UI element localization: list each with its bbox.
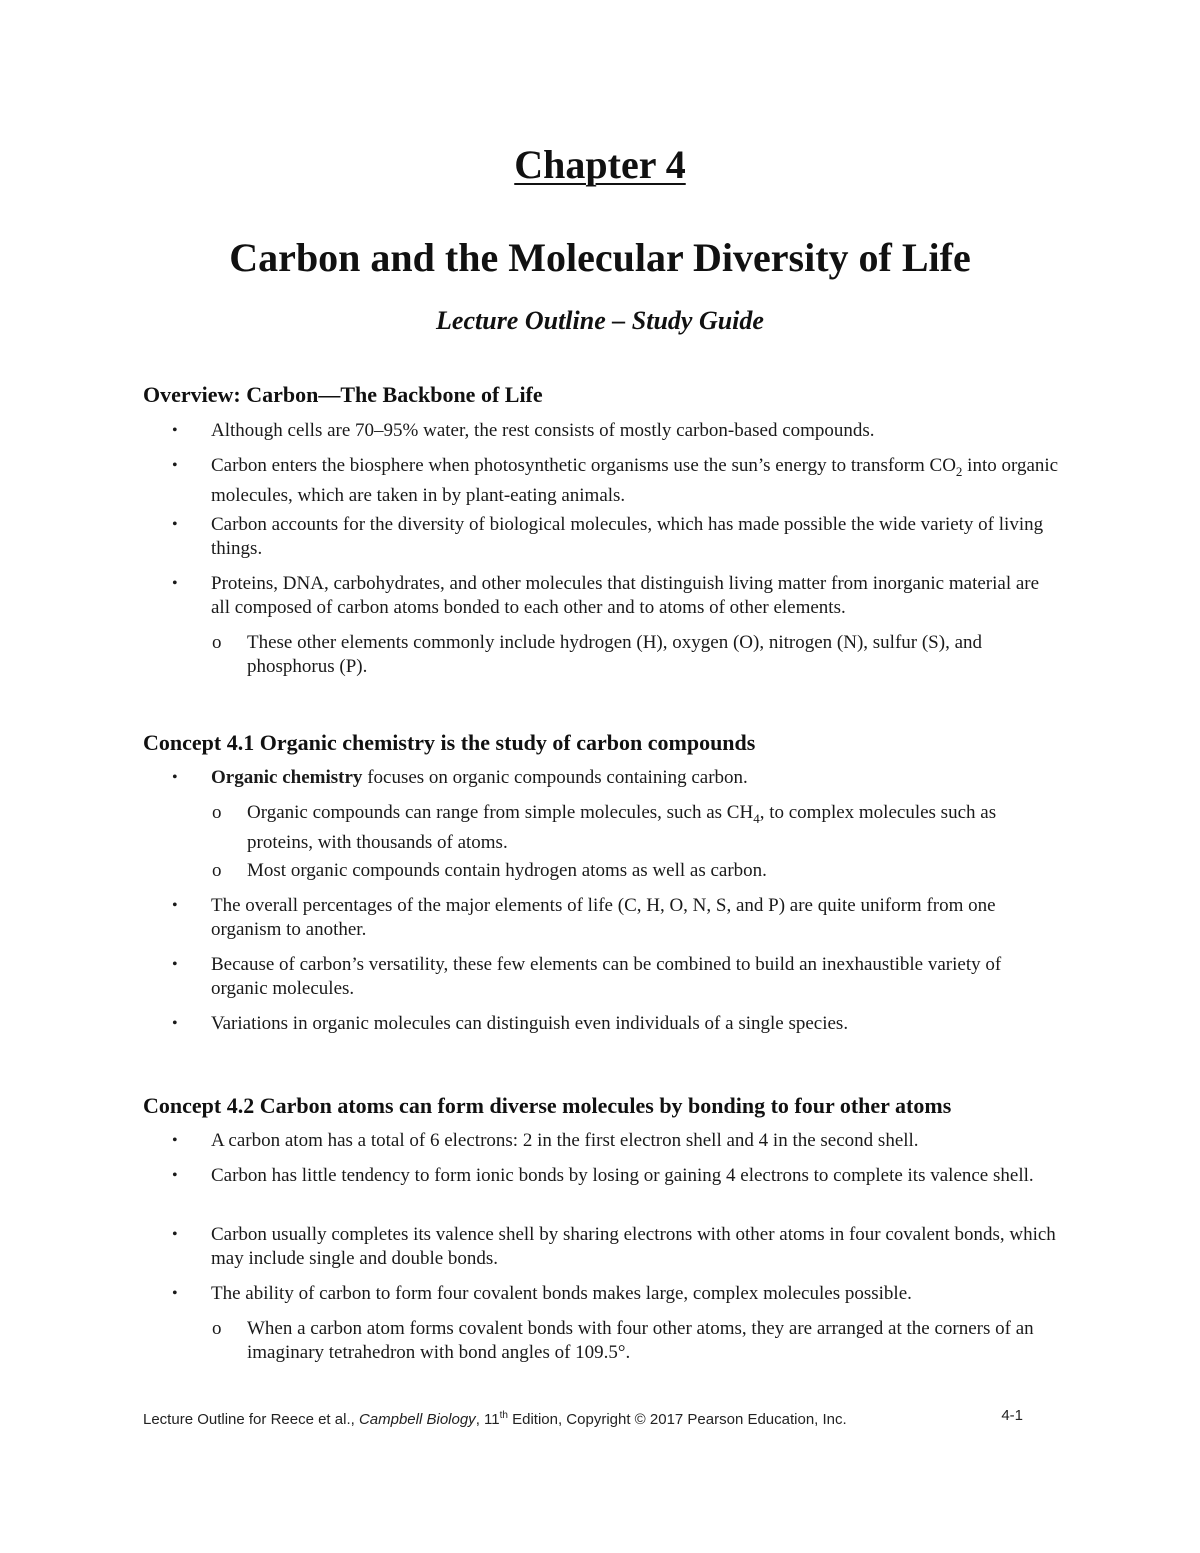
concept-4-1-heading: Concept 4.1 Organic chemistry is the study of carbon compounds [143,730,756,755]
bullet-text: Organic chemistry focuses on organic compounds containing carbon. [211,767,748,788]
page-footer [143,1406,1023,1430]
sub-bullet-marker: o [212,632,222,653]
sub-bullet-text: Most organic compounds contain hydrogen atoms as well as carbon. [247,860,767,881]
bullet-text: Because of carbon’s versatility, these few elements can be combined to build an inexhaustible variety of organic molecules. [211,954,1002,999]
page-number: 4-1 [1001,1407,1023,1424]
bullet-text: Variations in organic molecules can distinguish even individuals of a single species. [211,1013,849,1034]
bullet-text: Carbon has little tendency to form ionic bonds by losing or gaining 4 electrons to complete its valence shell. [211,1165,1034,1186]
sub-bullet-text: When a carbon atom forms covalent bonds with four other atoms, they are arranged at the corners of an imaginary tetrahedron with bond angles of 109.5°. [247,1318,1034,1363]
bullet-marker: • [172,516,178,533]
term-organic-chemistry: Organic chemistry [211,767,363,788]
bullet-text: Carbon usually completes its valence shell by sharing electrons with other atoms in four covalent bonds, which may include single and double bonds. [211,1224,1056,1269]
bullet-marker: • [172,897,178,914]
sub-bullet-text: These other elements commonly include hydrogen (H), oxygen (O), nitrogen (N), sulfur (S), and phosphorus (P). [247,632,982,677]
bullet-marker: • [172,1132,178,1149]
concept-4-2-heading: Concept 4.2 Carbon atoms can form diverse molecules by bonding to four other atoms [143,1093,952,1118]
bullet-text: The ability of carbon to form four covalent bonds makes large, complex molecules possible. [211,1283,912,1304]
overview-heading: Overview: Carbon—The Backbone of Life [143,382,543,407]
bullet-marker: • [172,457,178,474]
bullet-marker: • [172,769,178,786]
bullet-marker: • [172,1167,178,1184]
bullet-text: A carbon atom has a total of 6 electrons: 2 in the first electron shell and 4 in the second shell. [211,1130,919,1151]
bullet-text: Although cells are 70–95% water, the rest consists of mostly carbon-based compounds. [211,420,875,441]
chapter-subtitle: Lecture Outline – Study Guide [436,306,764,335]
chapter-title: Carbon and the Molecular Diversity of Life [229,235,971,280]
footer-citation: Lecture Outline for Reece et al., Campbell Biology, 11th Edition, Copyright © 2017 Pearson Education, Inc. [143,1410,847,1428]
sub-bullet-marker: o [212,860,222,881]
sub-bullet-text: Organic compounds can range from simple molecules, such as $CH_4$, to complex molecules such as proteins, with thousands of atoms. [247,802,997,853]
bullet-marker: • [172,1285,178,1302]
bullet-text: Carbon enters the biosphere when photosynthetic organisms use the sun’s energy to transform $CO_2$ into organic molecules, which are taken in by plant-eating animals. [211,455,1059,506]
sub-bullet-marker: o [212,802,222,823]
bullet-text: The overall percentages of the major elements of life (C, H, O, N, S, and P) are quite uniform from one organism to another. [211,895,996,940]
bullet-marker: • [172,1226,178,1243]
sub-bullet-marker: o [212,1318,222,1339]
bullet-text: Carbon accounts for the diversity of biological molecules, which has made possible the wide variety of living things. [211,514,1044,559]
chapter-label: Chapter 4 [514,142,686,187]
bullet-text: Proteins, DNA, carbohydrates, and other molecules that distinguish living matter from inorganic material are all composed of carbon atoms bonded to each other and to atoms of other elements. [211,573,1040,618]
bullet-marker: • [172,422,178,439]
bullet-marker: • [172,1015,178,1032]
bullet-marker: • [172,575,178,592]
bullet-marker: • [172,956,178,973]
